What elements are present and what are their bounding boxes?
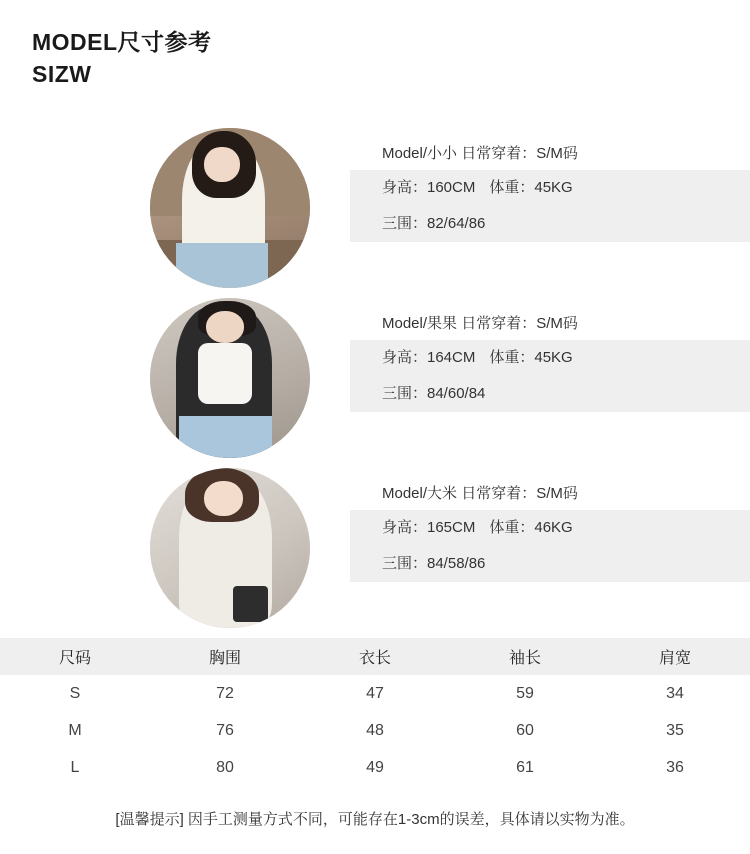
model-height-weight-2 bbox=[382, 340, 750, 376]
model-measure-1: 三围：82/64/86 bbox=[382, 215, 486, 232]
model-title-3: Model/大米 日常穿着：S/M码 bbox=[382, 485, 578, 502]
table-row bbox=[0, 675, 750, 712]
size-table-header-row bbox=[0, 638, 750, 675]
size-cell-s-bust: 72 bbox=[216, 684, 234, 702]
size-table bbox=[0, 638, 750, 786]
size-cell-s-sleeve: 59 bbox=[516, 684, 534, 702]
model-photo-xiaoxiao bbox=[150, 128, 310, 288]
model-photo-guoguo bbox=[150, 298, 310, 458]
size-table-header-4: 肩宽 bbox=[658, 650, 691, 667]
model-height-weight-1 bbox=[382, 170, 750, 206]
page-title-line2: SIZW bbox=[32, 61, 92, 87]
model-height-weight-3 bbox=[382, 510, 750, 546]
page-title bbox=[32, 26, 212, 90]
model-height-2: 身高：164CM bbox=[382, 349, 476, 366]
model-title-2: Model/果果 日常穿着：S/M码 bbox=[382, 315, 578, 332]
model-stats-1 bbox=[350, 170, 750, 242]
model-measure-3: 三围：84/58/86 bbox=[382, 555, 486, 572]
size-cell-s-label: S bbox=[69, 684, 81, 702]
model-row-2 bbox=[0, 298, 750, 458]
table-row bbox=[0, 749, 750, 786]
model-info-1 bbox=[350, 138, 750, 242]
model-stats-2 bbox=[350, 340, 750, 412]
size-table-header-2: 衣长 bbox=[358, 650, 391, 667]
size-cell-s-shoulder: 34 bbox=[666, 684, 684, 702]
measurement-note: [温馨提示] 因手工测量方式不同，可能存在1-3cm的误差，具体请以实物为准。 bbox=[115, 811, 635, 828]
size-cell-l-sleeve: 61 bbox=[516, 758, 534, 776]
size-cell-m-shoulder: 35 bbox=[666, 721, 684, 739]
size-table-header-3: 袖长 bbox=[508, 650, 541, 667]
model-height-3: 身高：165CM bbox=[382, 519, 476, 536]
model-info-2 bbox=[350, 308, 750, 412]
model-row-3 bbox=[0, 468, 750, 628]
size-cell-m-label: M bbox=[68, 721, 82, 739]
model-info-3 bbox=[350, 478, 750, 582]
size-table-header-0: 尺码 bbox=[58, 650, 91, 667]
size-table-header-1: 胸围 bbox=[208, 650, 241, 667]
model-height-1: 身高：160CM bbox=[382, 179, 476, 196]
size-cell-m-sleeve: 60 bbox=[516, 721, 534, 739]
model-photo-dami bbox=[150, 468, 310, 628]
model-stats-3 bbox=[350, 510, 750, 582]
table-row bbox=[0, 712, 750, 749]
model-title-1: Model/小小 日常穿着：S/M码 bbox=[382, 145, 578, 162]
size-cell-m-length: 48 bbox=[366, 721, 384, 739]
page-title-line1: MODEL尺寸参考 bbox=[32, 29, 212, 55]
size-cell-l-label: L bbox=[70, 758, 80, 776]
model-weight-2: 体重：45KG bbox=[489, 349, 573, 366]
model-weight-3: 体重：46KG bbox=[489, 519, 573, 536]
size-cell-m-bust: 76 bbox=[216, 721, 234, 739]
size-cell-l-bust: 80 bbox=[216, 758, 234, 776]
size-cell-s-length: 47 bbox=[366, 684, 384, 702]
model-measure-2: 三围：84/60/84 bbox=[382, 385, 486, 402]
model-row-1 bbox=[0, 128, 750, 288]
model-weight-1: 体重：45KG bbox=[489, 179, 573, 196]
size-cell-l-length: 49 bbox=[366, 758, 384, 776]
size-cell-l-shoulder: 36 bbox=[666, 758, 684, 776]
